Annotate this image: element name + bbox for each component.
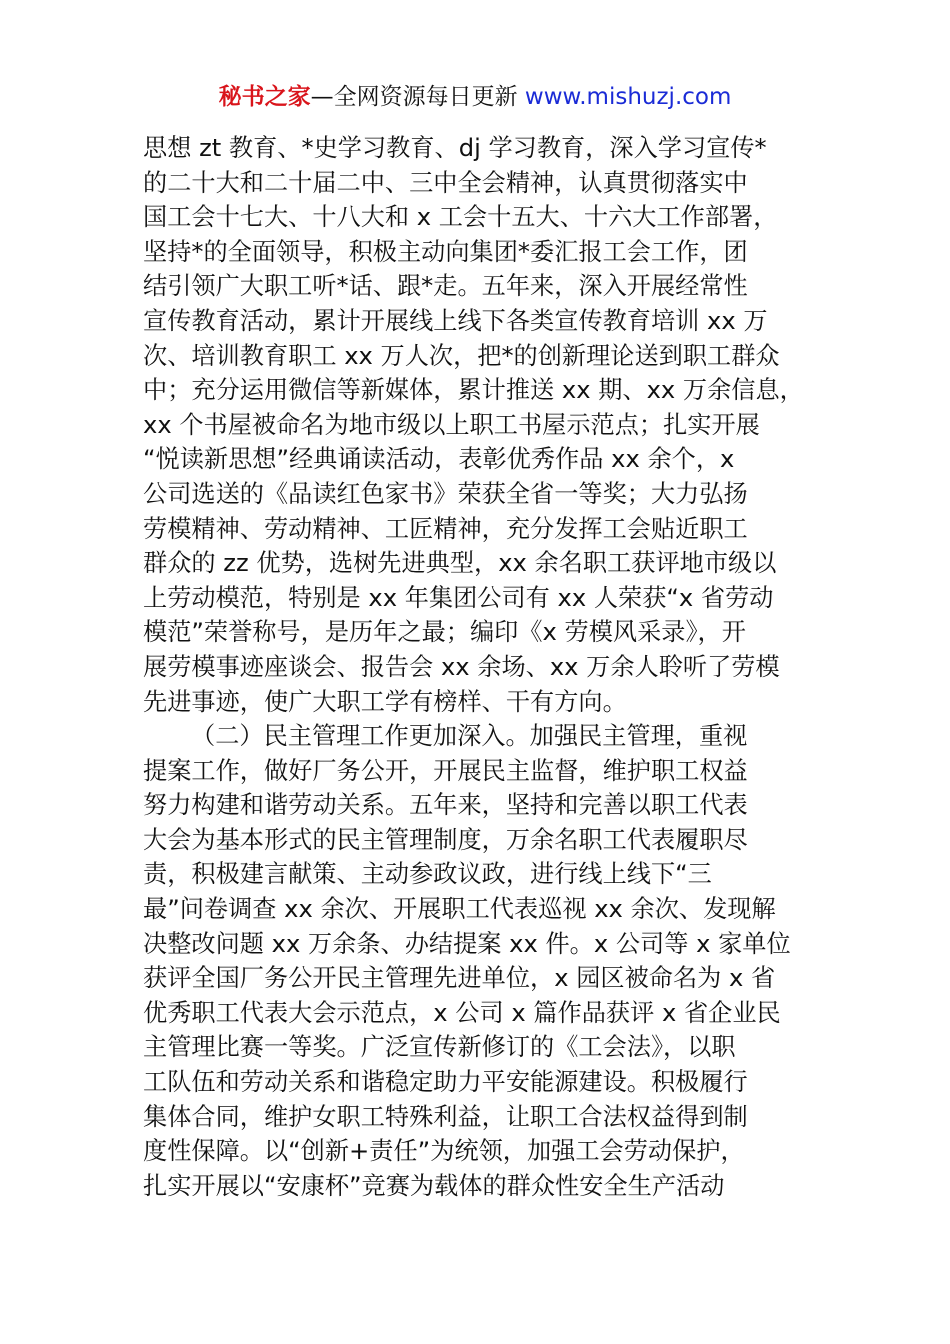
text-line: xx 个书屋被命名为地市级以上职工书屋示范点；扎实开展 — [143, 410, 760, 439]
text-line: 的二十大和二十届二中、三中全会精神，认真贯彻落实中 — [143, 168, 748, 197]
brand-name: 秘书之家 — [218, 84, 311, 110]
text-line: 公司选送的《品读红色家书》荣获全省一等奖；大力弘扬 — [143, 479, 748, 508]
text-line: 优秀职工代表大会示范点，x 公司 x 篇作品获评 x 省企业民 — [143, 998, 781, 1027]
text-line: 结引领广大职工听*话、跟*走。五年来，深入开展经常性 — [143, 272, 748, 301]
text-line: 群众的 zz 优势，选树先进典型，xx 余名职工获评地市级以 — [143, 549, 777, 578]
text-line: 努力构建和谐劳动关系。五年来，坚持和完善以职工代表 — [143, 791, 748, 820]
text-line: 决整改问题 xx 万余条、办结提案 xx 件。x 公司等 x 家单位 — [143, 929, 791, 958]
text-line: 工队伍和劳动关系和谐稳定助力平安能源建设。积极履行 — [143, 1068, 748, 1097]
text-line: 劳模精神、劳动精神、工匠精神，充分发挥工会贴近职工 — [143, 514, 748, 543]
text-line: 上劳动模范，特别是 xx 年集团公司有 xx 人荣获“x 省劳动 — [143, 583, 774, 612]
text-line: 集体合同，维护女职工特殊利益，让职工合法权益得到制 — [143, 1102, 748, 1131]
text-line: 展劳模事迹座谈会、报告会 xx 余场、xx 万余人聆听了劳模 — [143, 652, 780, 681]
text-line: 获评全国厂务公开民主管理先进单位，x 园区被命名为 x 省 — [143, 964, 776, 993]
page-header — [0, 80, 950, 114]
text-line: 思想 zt 教育、*史学习教育、dj 学习教育，深入学习宣传* — [143, 134, 767, 162]
text-line: 宣传教育活动，累计开展线上线下各类宣传教育培训 xx 万 — [143, 306, 768, 335]
text-line: 国工会十七大、十八大和 x 工会十五大、十六大工作部署， — [143, 203, 778, 232]
text-line: 最”问卷调查 xx 余次、开展职工代表巡视 xx 余次、发现解 — [143, 895, 776, 924]
text-line: 度性保障。以“创新+责任”为统领，加强工会劳动保护， — [143, 1137, 745, 1166]
document-body — [143, 131, 813, 1203]
text-line: 先进事迹，使广大职工学有榜样、干有方向。 — [143, 687, 627, 716]
site-url[interactable]: www.mishuzj.com — [524, 84, 732, 110]
text-line: 提案工作，做好厂务公开，开展民主监督，维护职工权益 — [143, 756, 748, 785]
text-line: 大会为基本形式的民主管理制度，万余名职工代表履职尽 — [143, 825, 748, 854]
text-line: 中；充分运用微信等新媒体，累计推送 xx 期、xx 万余信息， — [143, 376, 804, 405]
section-heading-line: （二）民主管理工作更加深入。加强民主管理，重视 — [191, 722, 748, 751]
text-line: 主管理比赛一等奖。广泛宣传新修订的《工会法》，以职 — [143, 1033, 736, 1062]
text-line: 扎实开展以“安康杯”竞赛为载体的群众性安全生产活动 — [143, 1171, 725, 1200]
text-line: 次、培训教育职工 xx 万人次，把*的创新理论送到职工群众 — [143, 341, 780, 370]
text-line: 模范”荣誉称号，是历年之最；编印《x 劳模风采录》，开 — [143, 618, 746, 647]
header-tagline: —全网资源每日更新 — [310, 84, 525, 110]
text-line: 责，积极建言献策、主动参政议政，进行线上线下“三 — [143, 860, 712, 889]
text-line: “悦读新思想”经典诵读活动，表彰优秀作品 xx 余个，x — [143, 445, 735, 474]
text-line: 坚持*的全面领导，积极主动向集团*委汇报工会工作，团 — [143, 237, 748, 266]
